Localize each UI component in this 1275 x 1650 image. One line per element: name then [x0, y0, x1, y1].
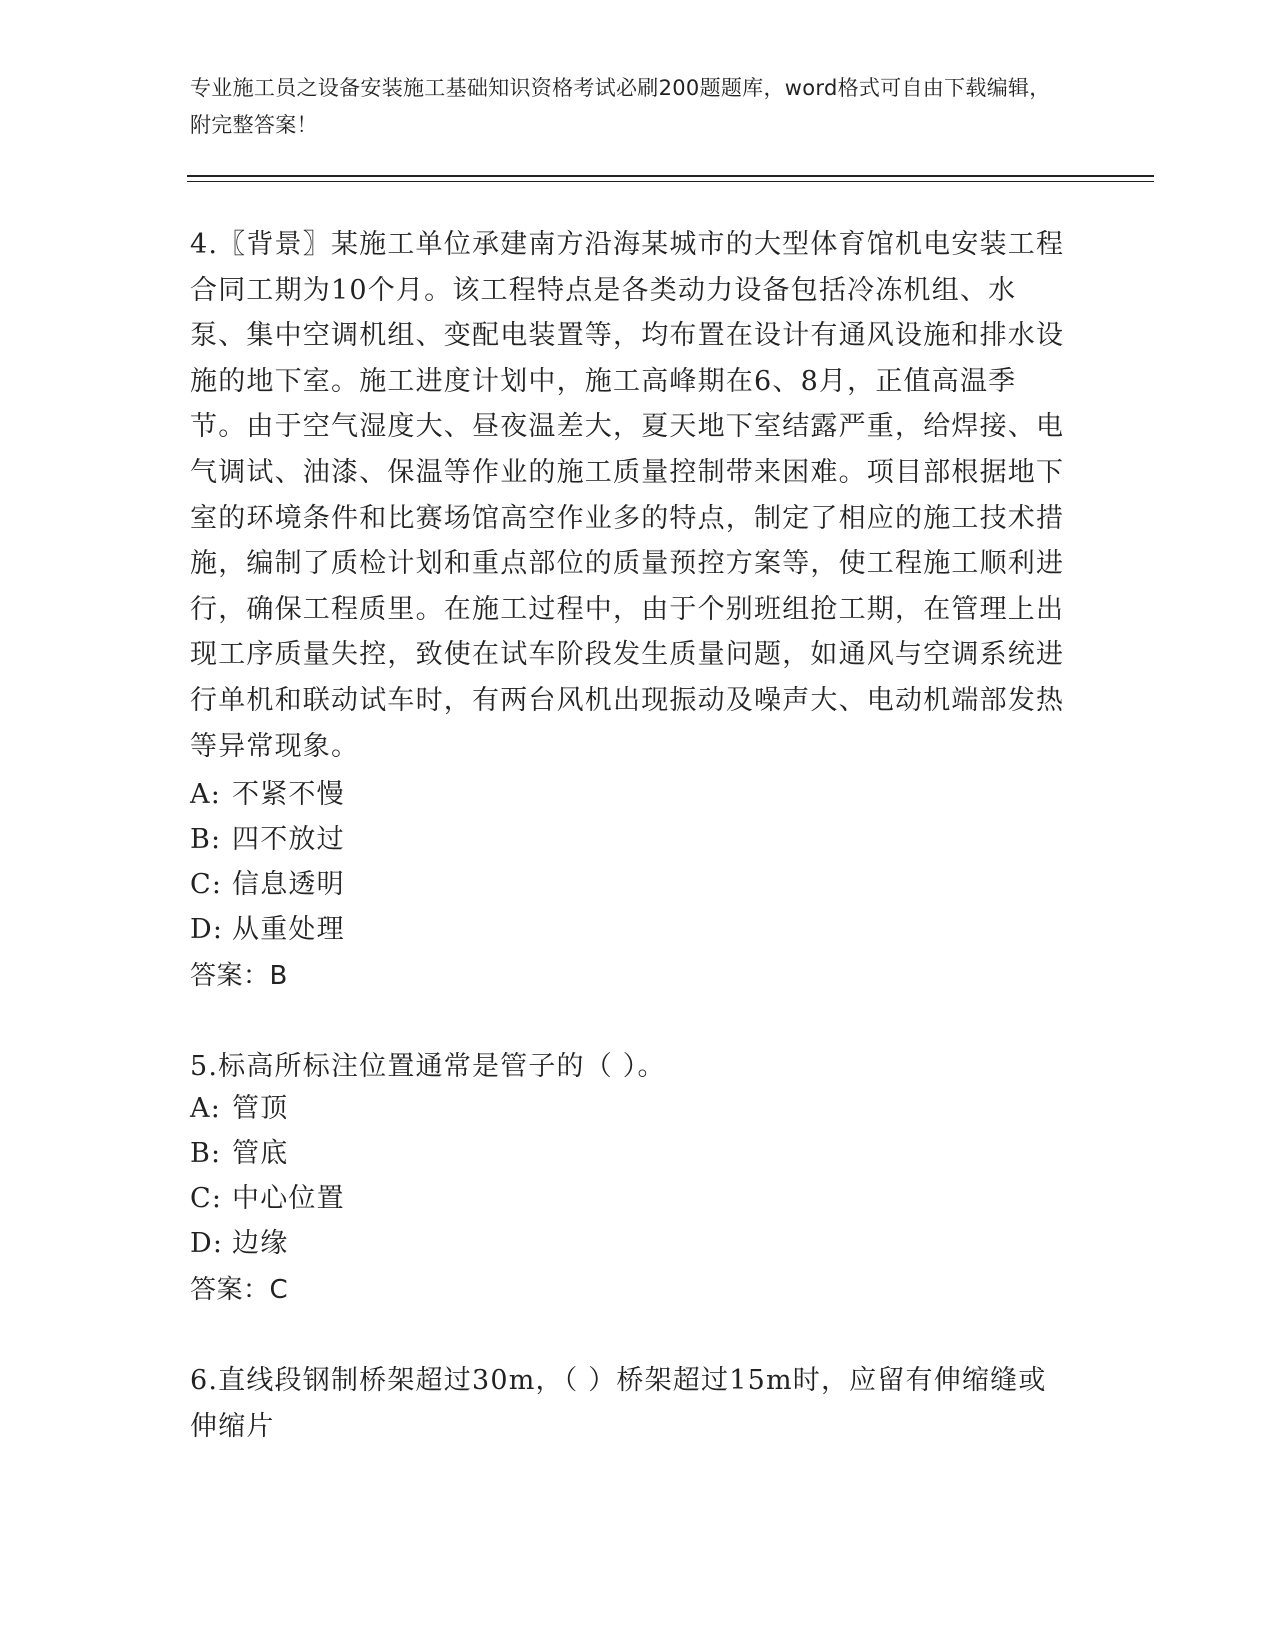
question-4-text: 4.〖背景〗某施工单位承建南方沿海某城市的大型体育馆机电安装工程合同工期为10个月。该工程特点是各类动力设备包括冷冻机组、水泵、集中空调机组、变配电装置等，均布置在设计有通风设施和排水设施的地下室。施工进度计划中，施工高峰期在6、8月，正值高温季节。由于空气湿度大、昼夜温差大，夏天地下室结露严重，给焊接、电气调试、油漆、保温等作业的施工质量控制带来困难。项目部根据地下室的环境条件和比赛场馆高空作业多的特点，制定了相应的施工技术措施，编制了质检计划和重点部位的质量预控方案等，使工程施工顺利进行，确保工程质里。在施工过程中，由于个别班组抢工期，在管理上出现工序质量失控，致使在试车阶段发生质量问题，如通风与空调系统进行单机和联动试车时，有两台风机出现振动及噪声大、电动机端部发热等异常现象。 [190, 229, 1065, 762]
question-5-option-c: C: 中心位置 [190, 1183, 345, 1214]
question-4-option-c: C: 信息透明 [190, 869, 345, 900]
question-4-option-a: A: 不紧不慢 [190, 779, 345, 810]
question-4-option-b: B: 四不放过 [190, 824, 345, 855]
question-5-option-b: B: 管底 [190, 1138, 289, 1169]
question-4-answer: 答案：B [190, 961, 288, 991]
question-5-text: 5.标高所标注位置通常是管子的（ ）。 [190, 1051, 666, 1082]
question-5-option-a: A: 管顶 [190, 1093, 289, 1124]
document-header: 专业施工员之设备安装施工基础知识资格考试必刷200题题库，word格式可自由下载编辑，附完整答案！ [190, 76, 1051, 137]
header-divider-thin [187, 181, 1154, 182]
question-6-text: 6.直线段钢制桥架超过30m，（ ）桥架超过15m时，应留有伸缩缝或伸缩片 [190, 1365, 1047, 1442]
question-5-option-d: D: 边缘 [190, 1228, 289, 1259]
question-4-option-d: D: 从重处理 [190, 914, 345, 945]
header-divider-thick [187, 175, 1154, 177]
question-5-answer: 答案：C [190, 1275, 289, 1305]
